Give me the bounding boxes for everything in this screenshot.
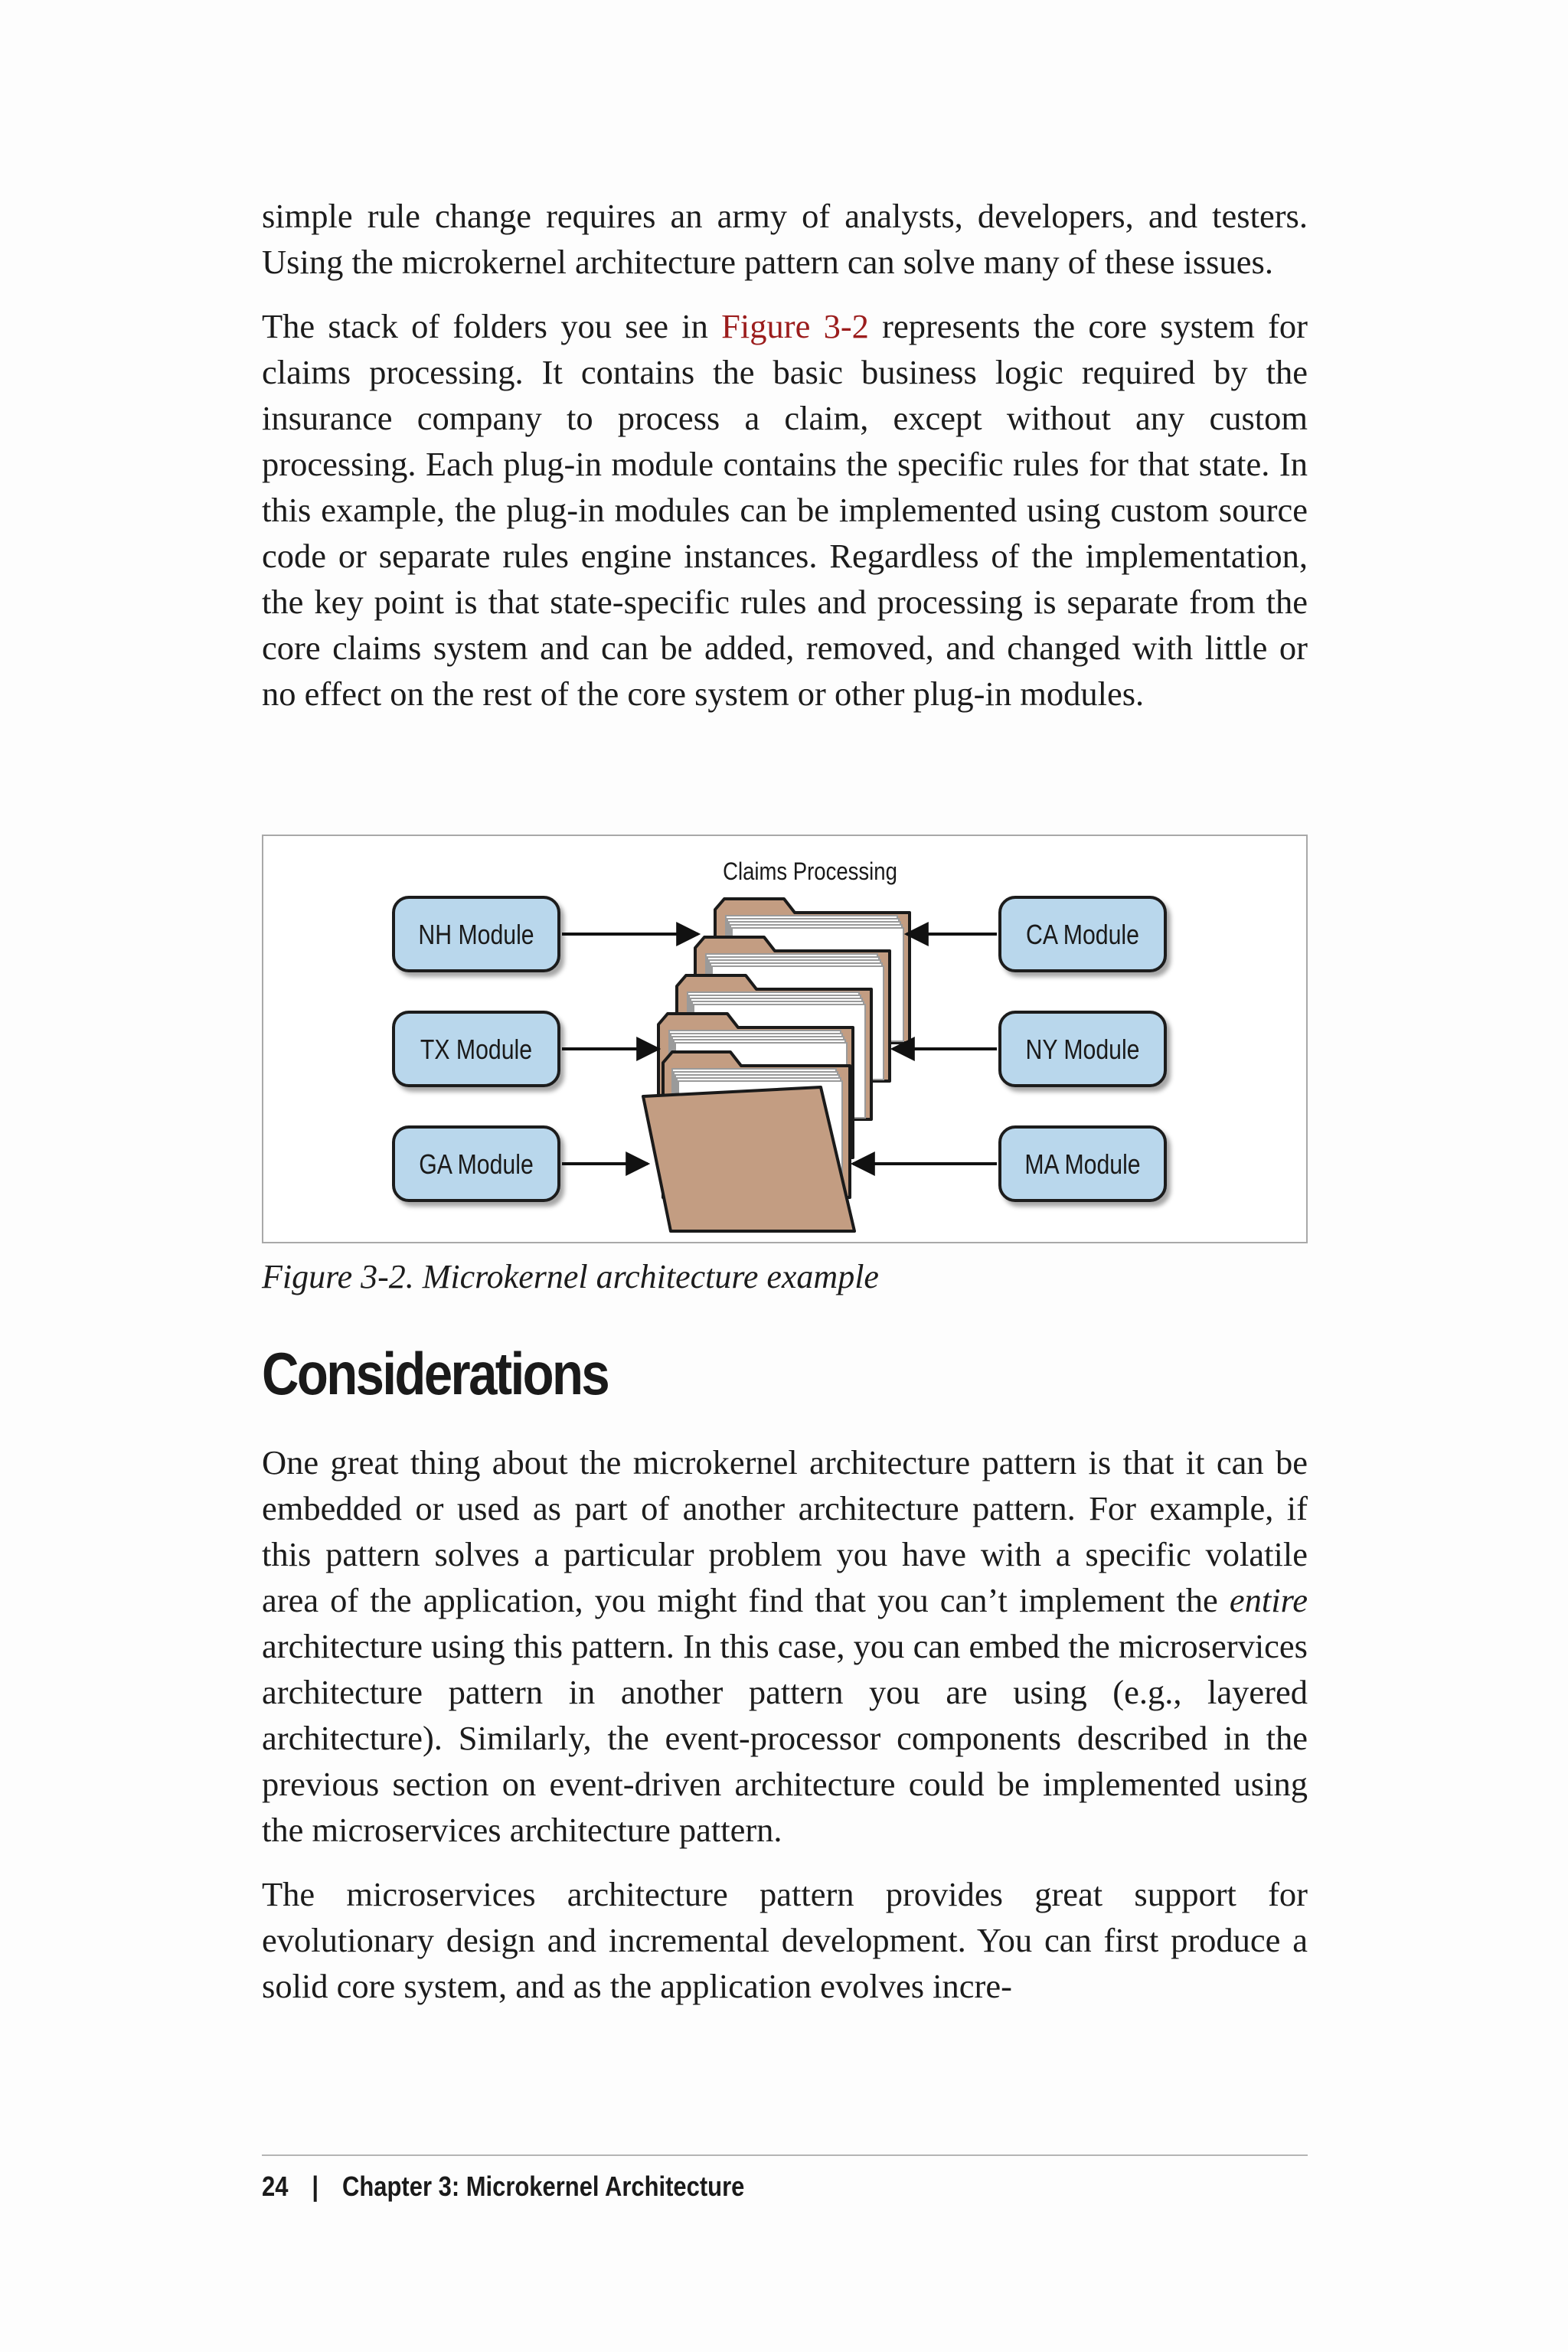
footer-separator: | (312, 2171, 319, 2202)
module-label: TX Module (420, 1034, 533, 1066)
section-heading: Considerations (262, 1340, 609, 1407)
figure (262, 835, 1308, 1243)
module-nh (394, 897, 559, 971)
page-footer (262, 2165, 744, 2208)
module-label: NH Module (418, 920, 534, 951)
paragraph: simple rule change requires an army of analysts, developers, and testers. Using the microkernel architecture pattern can solve many of these issues. (262, 197, 1308, 281)
chapter-title: Chapter 3: Microkernel Architecture (342, 2171, 745, 2202)
module-ga (394, 1127, 559, 1200)
body-text-bottom (262, 1439, 1308, 2027)
paragraph-text: The stack of folders you see in (262, 307, 722, 345)
paragraph-text: One great thing about the microkernel architecture pattern is that it can be embedded or used as part of another architecture pattern. For example, if this pattern solves a particular problem you have with a specific volatile area of the application, you might find that you can’t implement the (262, 1443, 1308, 1619)
module-tx (394, 1012, 559, 1086)
paragraph (262, 303, 1308, 717)
paragraph-text: architecture using this pattern. In this case, you can embed the microservices architecture pattern in another pattern you are using (e.g., layered architecture). Similarly, the event-processor components described in the previous section on event-driven architecture could be implemented using the microservices architecture pattern. (262, 1627, 1308, 1849)
module-label: NY Module (1025, 1034, 1140, 1066)
folder-stack-icon (643, 899, 910, 1231)
module-label: MA Module (1024, 1149, 1141, 1181)
module-ny (1000, 1012, 1165, 1086)
figure-title: Claims Processing (723, 858, 897, 886)
page-number: 24 (262, 2171, 289, 2202)
open-folder-icon (643, 1052, 854, 1231)
figure-link[interactable]: Figure 3-2 (721, 307, 869, 345)
paragraph-text: represents the core system for claims processing. It contains the basic business logic required by the insurance company to process a claim, except without any custom processing. Each plug-in module contains the specific rules for that state. In this example, the plug-in modules can be implemented using custom source code or separate rules engine instances. Regardless of the implementation, the key point is that state-specific rules and processing is separate from the core claims system and can be added, removed, and changed with little or no effect on the rest of the core system or other plug-in modules. (262, 307, 1308, 713)
paragraph: The microservices architecture pattern provides great support for evolutionary design and incremental development. You can first produce a solid core system, and as the application evolves incre- (262, 1875, 1308, 2005)
paragraph (262, 1439, 1308, 1853)
module-ca (1000, 897, 1165, 971)
body-text-top (262, 193, 1308, 735)
emphasis: entire (1229, 1581, 1308, 1619)
figure-caption: Figure 3-2. Microkernel architecture example (262, 1258, 879, 1295)
module-label: GA Module (419, 1149, 534, 1181)
module-ma (1000, 1127, 1165, 1200)
microkernel-diagram (263, 836, 1309, 1245)
footer-rule (262, 2154, 1308, 2156)
module-label: CA Module (1026, 920, 1139, 951)
